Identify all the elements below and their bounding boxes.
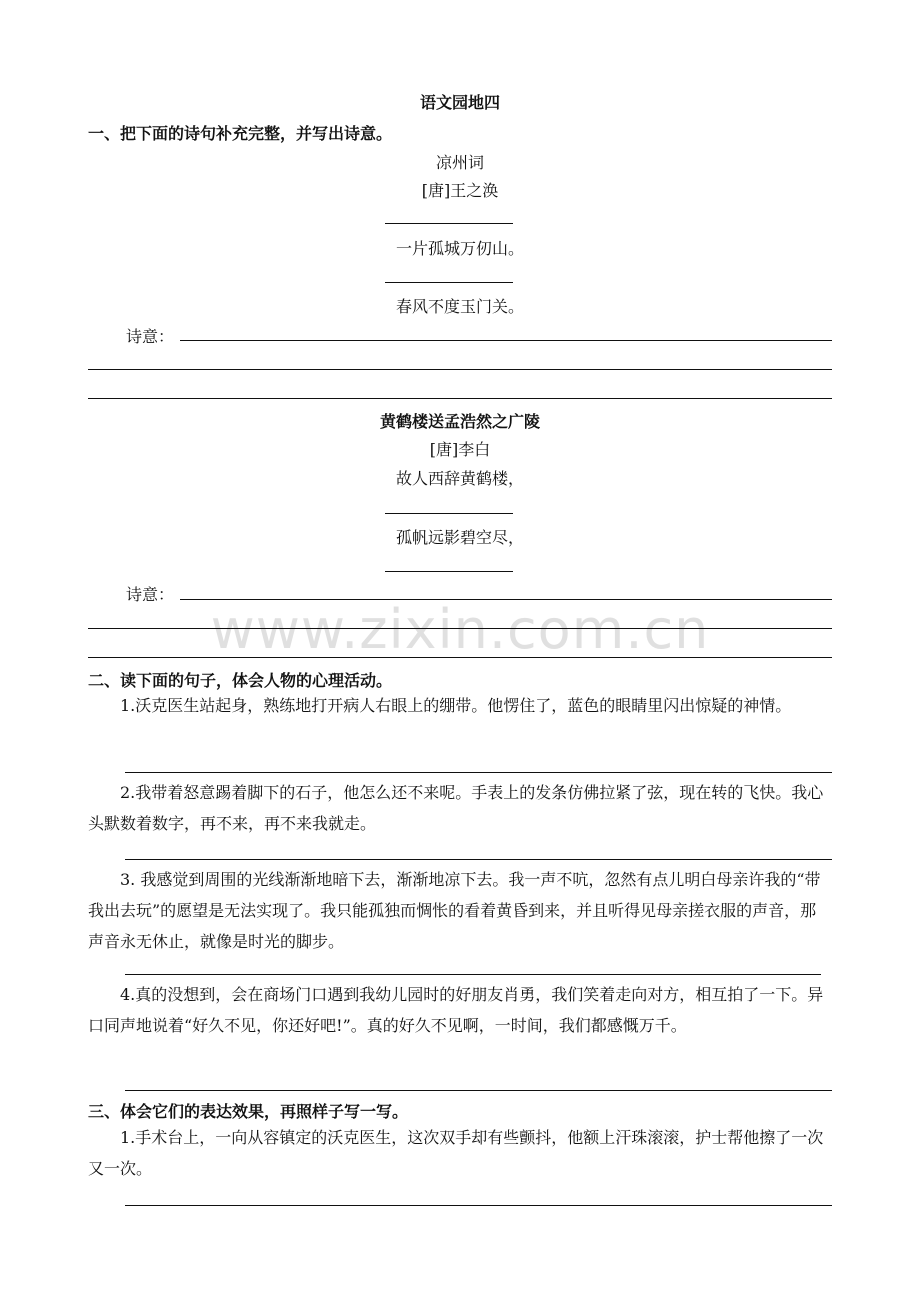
poem2-meaning-line[interactable] (180, 599, 832, 600)
poem2-title: 黄鹤楼送孟浩然之广陵 (379, 412, 540, 431)
poem2-line1: 故人西辞黄鹤楼， (395, 469, 524, 488)
poem1-title: 凉州词 (435, 153, 484, 172)
poem1-meaning-label: 诗意： (126, 327, 175, 346)
section2-item-3: 3. 我感觉到周围的光线渐渐地暗下去，渐渐地凉下去。我一声不吭，忽然有点儿明白母亲许我的“带我出去玩”的愿望是无法实现了。我只能孤独而惆怅的看着黄昏到来，并且听得见母亲搓衣服的声音，那声音永无休止，就像是时光的脚步。 (88, 870, 821, 951)
watermark: www.zixin.com.cn (210, 598, 710, 661)
poem1-meaning-line[interactable] (180, 340, 832, 341)
poem1-meaning-line[interactable] (88, 398, 832, 399)
answer-line[interactable] (125, 772, 832, 773)
section2-item-1: 1.沃克医生站起身，熟练地打开病人右眼上的绷带。他愣住了，蓝色的眼睛里闪出惊疑的神情。 (120, 696, 792, 715)
answer-line[interactable] (125, 1090, 832, 1091)
answer-line[interactable] (125, 974, 821, 975)
poem1-line4: 春风不度玉门关。 (395, 297, 524, 316)
poem1-blank-line3[interactable] (385, 282, 513, 283)
poem2-meaning-line[interactable] (88, 657, 832, 658)
poem2-blank-line4[interactable] (385, 571, 513, 572)
section2-item-4: 4.真的没想到，会在商场门口遇到我幼儿园时的好朋友肖勇，我们笑着走向对方，相互拍了一下。异口同声地说着“好久不见，你还好吧!”。真的好久不见啊，一时间，我们都感慨万千。 (88, 985, 824, 1035)
poem1-author: [唐]王之涣 (421, 181, 499, 200)
answer-line[interactable] (125, 859, 832, 860)
poem1-blank-line1[interactable] (385, 223, 513, 224)
page-title: 语文园地四 (419, 93, 500, 112)
section3-item-1: 1.手术台上，一向从容镇定的沃克医生，这次双手却有些颤抖，他额上汗珠滚滚，护士帮他擦了一次又一次。 (88, 1128, 824, 1178)
answer-line[interactable] (125, 1205, 832, 1206)
poem1-line2: 一片孤城万仞山。 (395, 239, 524, 258)
poem2-author: [唐]李白 (429, 440, 491, 459)
section2-item-2: 2.我带着怒意踢着脚下的石子，他怎么还不来呢。手表上的发条仿佛拉紧了弦，现在转的飞快。我心头默数着数字，再不来，再不来我就走。 (88, 783, 824, 833)
section2-heading: 二、读下面的句子，体会人物的心理活动。 (88, 671, 393, 690)
section3-heading: 三、体会它们的表达效果，再照样子写一写。 (88, 1102, 409, 1121)
poem2-meaning-line[interactable] (88, 628, 832, 629)
section1-heading: 一、把下面的诗句补充完整，并写出诗意。 (88, 124, 393, 143)
poem2-line3: 孤帆远影碧空尽， (395, 528, 524, 547)
poem2-meaning-label: 诗意： (126, 585, 175, 604)
poem1-meaning-line[interactable] (88, 369, 832, 370)
poem2-blank-line2[interactable] (385, 513, 513, 514)
